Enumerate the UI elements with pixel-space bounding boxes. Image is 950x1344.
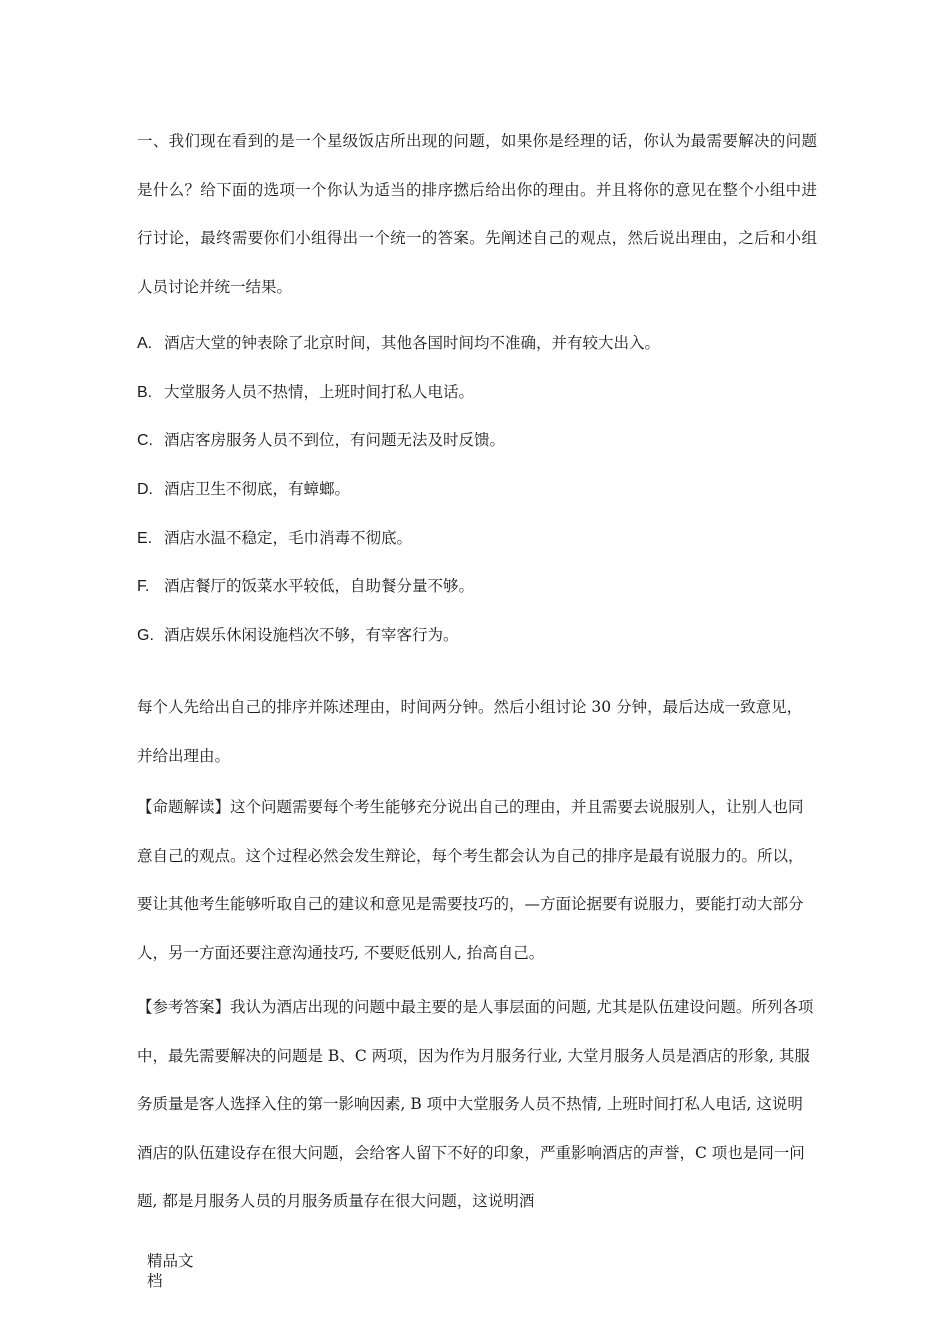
option-text: 酒店卫生不彻底，有蟑螂。 <box>164 480 351 499</box>
question-paragraph: 一、我们现在看到的是一个星级饭店所出现的问题，如果你是经理的话，你认为最需要解决的问题是什么？给下面的选项一个你认为适当的排序撚后给出你的理由。并且将你的意见在整个小组中进行讨论，最终需要你们小组得出一个统一的答案。先阐述自己的观点，然后说出理由，之后和小组人员讨论并统一结果。 <box>137 132 817 296</box>
list-item <box>137 319 660 368</box>
option-text: 大堂服务人员不热情，上班时间打私人电话。 <box>164 382 475 401</box>
answer-text: 我认为酒店出现的问题中最主要的是人事层面的问题, 尤其是队伍建设问题。所列各项中，最先需要解决的问题是 B、C 两项，因为作为月服务行业, 大堂月服务人员是酒店的形象, 其服务质量是客人选择入住的第一影响因素, B 项中大堂服务人员不热情, 上班时间打私人电话, 这说明酒店的队伍建设存在很大问题，会给客人留下不好的印象，严重影响酒店的声誉，C 项也是同一问题, 都是月服务人员的月服务质量存在很大问题，这说明酒 <box>137 998 814 1210</box>
option-letter: A. <box>137 335 153 352</box>
option-letter: G. <box>137 627 154 645</box>
footer-watermark-text: 精品文档 <box>147 1252 194 1290</box>
analysis-label: 【命题解读】 <box>137 798 231 816</box>
list-item <box>137 368 660 417</box>
analysis-text: 这个问题需要每个考生能够充分说出自己的理由，并且需要去说服别人，让别人也同意自己的观点。这个过程必然会发生辩论，每个考生都会认为自己的排序是最有说服力的。所以，要让其他考生能够听取自己的建议和意见是需要技巧的，—方面论据要有说服力，要能打动大部分人，另一方面还要注意沟通技巧, 不要贬低别人, 抬高自己。 <box>137 798 804 962</box>
list-item <box>137 416 660 465</box>
instruction-paragraph: 每个人先给出自己的排序并陈述理由，时间两分钟。然后小组讨论 30 分钟，最后达成一致意见，并给出理由。 <box>137 698 803 765</box>
answer-label: 【参考答案】 <box>137 998 231 1016</box>
list-item <box>137 514 660 563</box>
option-letter: C. <box>137 432 153 450</box>
option-text: 酒店娱乐休闲设施档次不够，有宰客行为。 <box>164 626 459 645</box>
analysis-paragraph <box>137 783 817 977</box>
options-list <box>137 319 660 660</box>
answer-paragraph <box>137 983 817 1226</box>
option-letter: B. <box>137 383 153 401</box>
list-item <box>137 562 660 611</box>
option-letter: F. <box>137 578 150 596</box>
list-item <box>137 465 660 514</box>
option-letter: E. <box>137 529 153 547</box>
list-item <box>137 611 660 660</box>
option-letter: D. <box>137 481 153 499</box>
option-text: 酒店水温不稳定，毛巾消毒不彻底。 <box>164 528 413 547</box>
option-text: 酒店餐厅的饭菜水平较低，自助餐分量不够。 <box>164 577 475 596</box>
option-text: 酒店客房服务人员不到位，有问题无法及时反馈。 <box>164 431 506 450</box>
option-text: 酒店大堂的钟表除了北京时间，其他各国时间均不准确，并有较大出入。 <box>164 334 661 352</box>
